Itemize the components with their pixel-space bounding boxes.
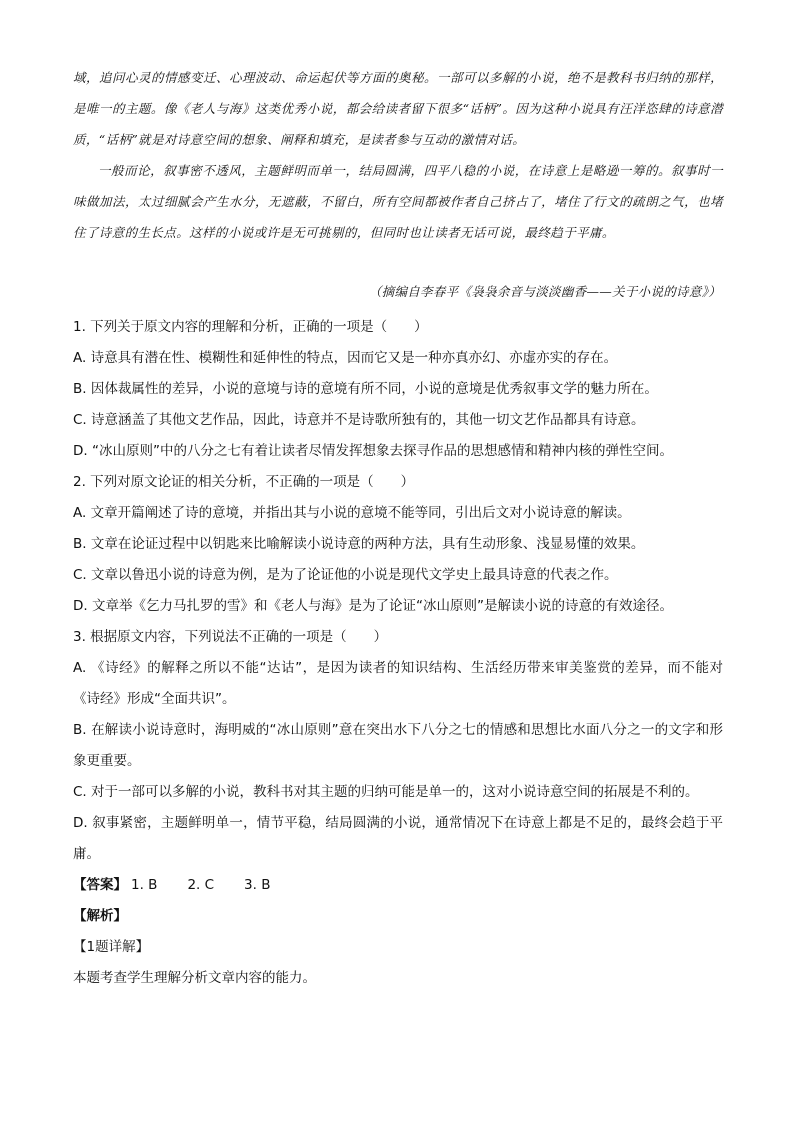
question-2-option-c: C. 文章以鲁迅小说的诗意为例，是为了论证他的小说是现代文学史上最具诗意的代表之作。 — [73, 567, 618, 583]
analysis-heading: 【解析】 — [73, 908, 127, 924]
passage-paragraph: 一般而论，叙事密不透风，主题鲜明而单一，结局圆满，四平八稳的小说，在诗意上是略逊一筹的。叙事时一味做加法，太过细腻会产生水分，无遮蔽，不留白，所有空间都被作者自己挤占了，堵住了行文的疏朗之气，也堵住了诗意的生长点。这样的小说或许是无可挑剔的，但同时也让读者无话可说，最终趋于平庸。 — [73, 163, 723, 240]
answer-tag: 【答案】 — [73, 877, 127, 893]
analysis-detail-heading: 【1题详解】 — [73, 939, 150, 955]
answer-item: 2. C — [187, 877, 215, 893]
question-1-option-a: A. 诗意具有潜在性、模糊性和延伸性的特点，因而它又是一种亦真亦幻、亦虚亦实的存在。 — [73, 350, 618, 366]
passage-paragraph: 域，追问心灵的情感变迁、心理波动、命运起伏等方面的奥秘。一部可以多解的小说，绝不是教科书归纳的那样，是唯一的主题。像《老人与海》这类优秀小说，都会给读者留下很多“话柄”。因为这种小说具有汪洋恣肆的诗意潜质，“话柄”就是对诗意空间的想象、阐释和填充，是读者参与互动的激情对话。 — [73, 70, 723, 147]
question-2-option-d: D. 文章举《乞力马扎罗的雪》和《老人与海》是为了论证“冰山原则”是解读小说的诗意的有效途径。 — [73, 598, 673, 614]
question-2-option-a: A. 文章开篇阐述了诗的意境，并指出其与小说的意境不能等同，引出后文对小说诗意的解读。 — [73, 505, 631, 521]
question-1-stem: 1. 下列关于原文内容的理解和分析，正确的一项是（ ） — [73, 319, 428, 335]
answer-item: 1. B — [131, 877, 158, 893]
reading-passage — [73, 62, 723, 248]
question-3-option-c: C. 对于一部可以多解的小说，教科书对其主题的归纳可能是单一的，这对小说诗意空间的拓展是不利的。 — [73, 784, 699, 800]
question-1-option-d: D. “冰山原则”中的八分之七有着让读者尽情发挥想象去探寻作品的思想感情和精神内核的弹性空间。 — [73, 443, 673, 459]
question-3-option-d: D. 叙事紧密，主题鲜明单一，情节平稳，结局圆满的小说，通常情况下在诗意上都是不足的，最终会趋于平庸。 — [73, 815, 723, 862]
passage-source: （摘编自李春平《袅袅余音与淡淡幽香——关于小说的诗意》） — [368, 284, 721, 299]
answer-line — [73, 870, 723, 901]
question-3-option-b: B. 在解读小说诗意时，海明威的“冰山原则”意在突出水下八分之七的情感和思想比水面八分之一的文字和形象更重要。 — [73, 722, 723, 769]
question-2-stem: 2. 下列对原文论证的相关分析，不正确的一项是（ ） — [73, 474, 415, 490]
question-1-option-c: C. 诗意涵盖了其他文艺作品，因此，诗意并不是诗歌所独有的，其他一切文艺作品都具有诗意。 — [73, 412, 645, 428]
question-3-stem: 3. 根据原文内容，下列说法不正确的一项是（ ） — [73, 629, 388, 645]
answer-item: 3. B — [244, 877, 271, 893]
question-section — [73, 312, 723, 994]
analysis-detail-text: 本题考查学生理解分析文章内容的能力。 — [73, 970, 316, 986]
question-1-option-b: B. 因体裁属性的差异，小说的意境与诗的意境有所不同，小说的意境是优秀叙事文学的魅力所在。 — [73, 381, 658, 397]
question-2-option-b: B. 文章在论证过程中以钥匙来比喻解读小说诗意的两种方法，具有生动形象、浅显易懂的效果。 — [73, 536, 645, 552]
question-3-option-a: A. 《诗经》的解释之所以不能“达诂”，是因为读者的知识结构、生活经历带来审美鉴赏的差异，而不能对《诗经》形成“全面共识”。 — [73, 660, 723, 707]
